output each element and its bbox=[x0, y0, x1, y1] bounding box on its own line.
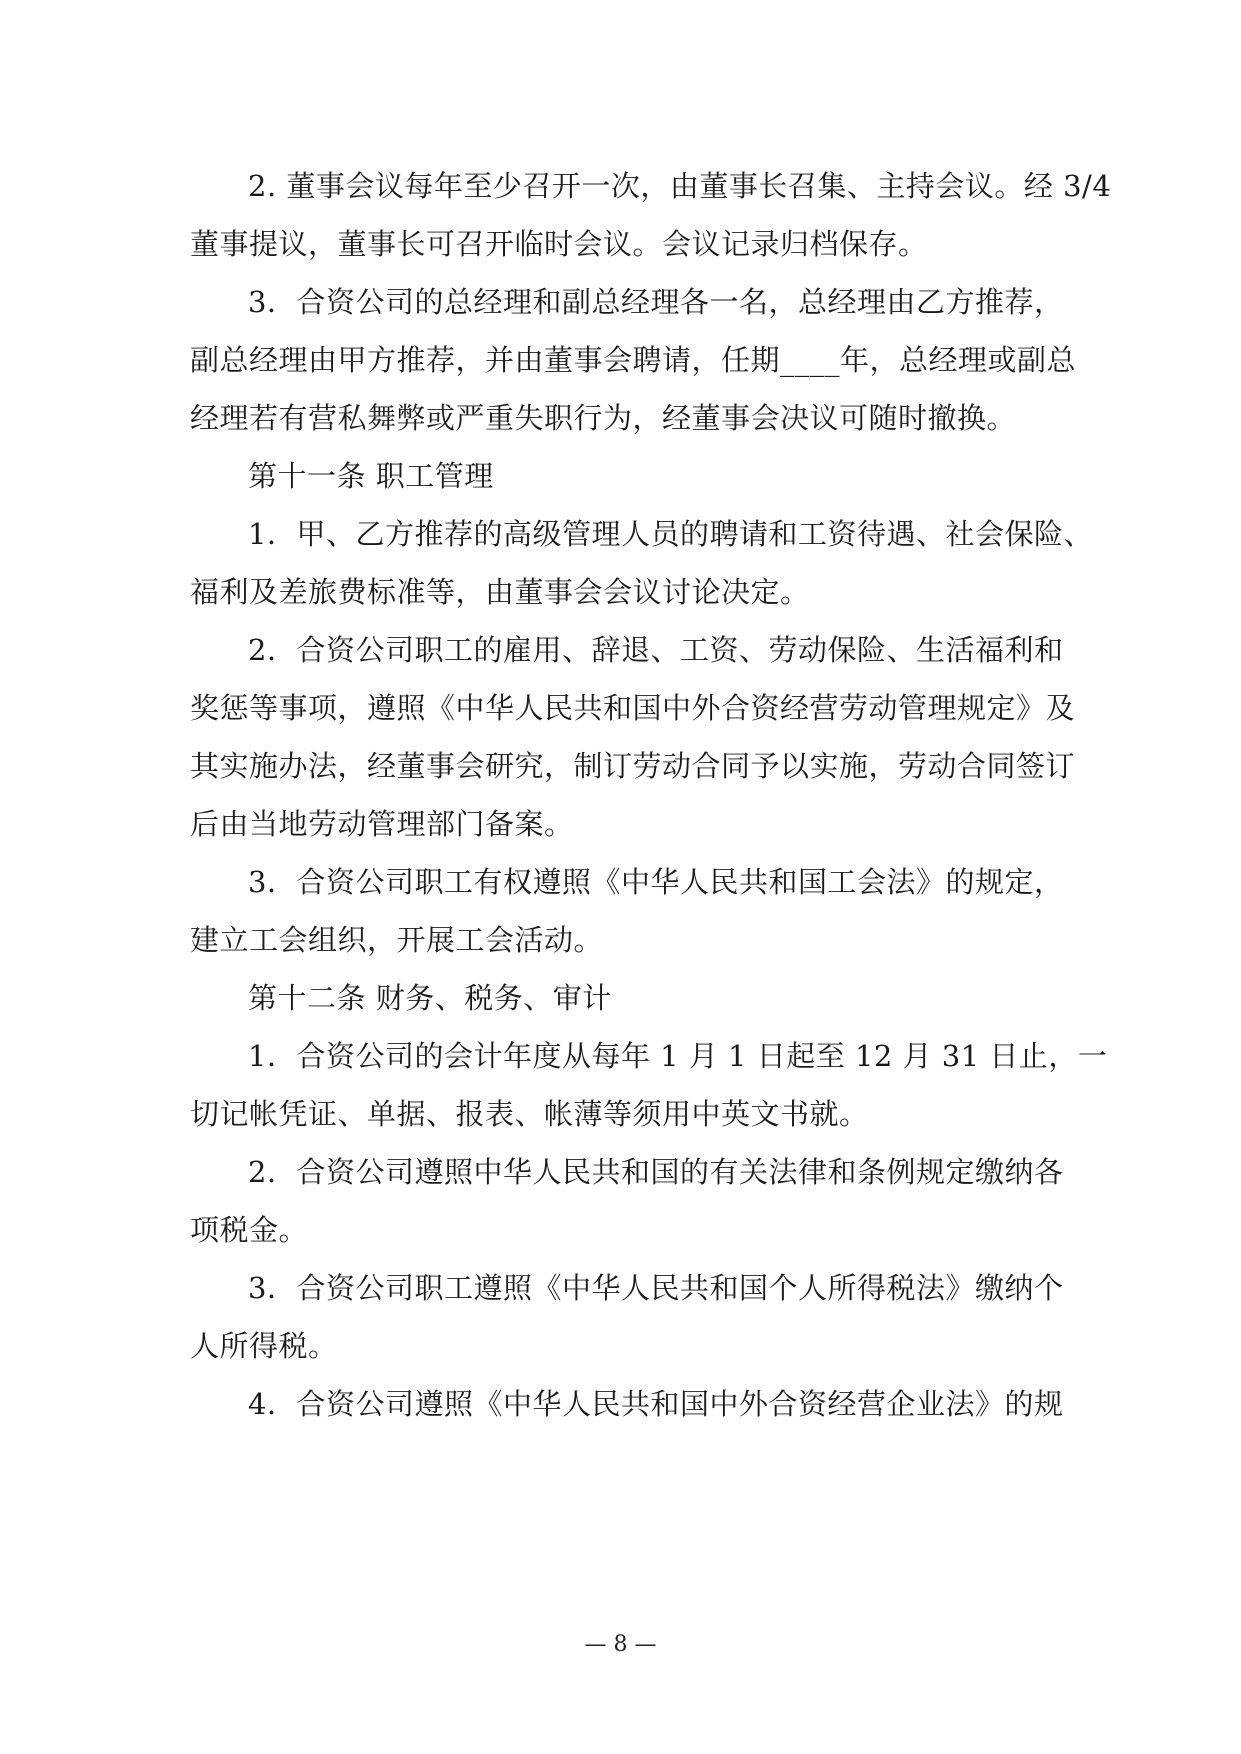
text-line: 副总经理由甲方推荐，并由董事会聘请，任期____年，总经理或副总 bbox=[190, 343, 1077, 377]
paragraph bbox=[190, 157, 1112, 273]
page-number: — 8 — bbox=[584, 1632, 657, 1657]
text-line: 建立工会组织，开展工会活动。 bbox=[190, 923, 604, 957]
heading-text: 第十一条 职工管理 bbox=[248, 459, 494, 493]
section-heading bbox=[190, 969, 1060, 1027]
paragraph bbox=[190, 853, 1064, 969]
text-line: 福利及差旅费标准等，由董事会会议讨论决定。 bbox=[190, 575, 810, 609]
text-line: 董事提议，董事长可召开临时会议。会议记录归档保存。 bbox=[190, 227, 928, 261]
paragraph bbox=[190, 505, 1093, 621]
text-line: 奖惩等事项，遵照《中华人民共和国中外合资经营劳动管理规定》及 bbox=[190, 691, 1076, 725]
paragraph bbox=[190, 273, 1077, 447]
document-body bbox=[190, 157, 1112, 1433]
text-line: 2．合资公司职工的雇用、辞退、工资、劳动保险、生活福利和 bbox=[248, 633, 1064, 667]
text-line: 1．甲、乙方推荐的高级管理人员的聘请和工资待遇、社会保险、 bbox=[248, 517, 1093, 551]
text-line: 1．合资公司的会计年度从每年 1 月 1 日起至 12 月 31 日止，一 bbox=[248, 1039, 1108, 1073]
text-line: 4．合资公司遵照《中华人民共和国中外合资经营企业法》的规 bbox=[248, 1387, 1064, 1421]
text-line: 3．合资公司的总经理和副总经理各一名，总经理由乙方推荐， bbox=[248, 285, 1064, 319]
paragraph bbox=[190, 621, 1076, 853]
text-line: 切记帐凭证、单据、报表、帐薄等须用中英文书就。 bbox=[190, 1097, 869, 1131]
heading-text: 第十二条 财务、税务、审计 bbox=[248, 981, 612, 1015]
paragraph bbox=[190, 1259, 1064, 1375]
text-line: 人所得税。 bbox=[190, 1329, 338, 1363]
text-line: 项税金。 bbox=[190, 1213, 309, 1247]
text-line: 其实施办法，经董事会研究，制订劳动合同予以实施，劳动合同签订 bbox=[190, 749, 1076, 783]
paragraph bbox=[190, 1375, 1064, 1433]
text-line: 2．合资公司遵照中华人民共和国的有关法律和条例规定缴纳各 bbox=[248, 1155, 1064, 1189]
text-line: 3．合资公司职工遵照《中华人民共和国个人所得税法》缴纳个 bbox=[248, 1271, 1064, 1305]
section-heading bbox=[190, 447, 1060, 505]
text-line: 2. 董事会议每年至少召开一次，由董事长召集、主持会议。经 3/4 bbox=[248, 169, 1112, 203]
paragraph bbox=[190, 1027, 1108, 1143]
paragraph bbox=[190, 1143, 1064, 1259]
text-line: 3．合资公司职工有权遵照《中华人民共和国工会法》的规定， bbox=[248, 865, 1064, 899]
text-line: 后由当地劳动管理部门备案。 bbox=[190, 807, 574, 841]
text-line: 经理若有营私舞弊或严重失职行为，经董事会决议可随时撤换。 bbox=[190, 401, 1017, 435]
